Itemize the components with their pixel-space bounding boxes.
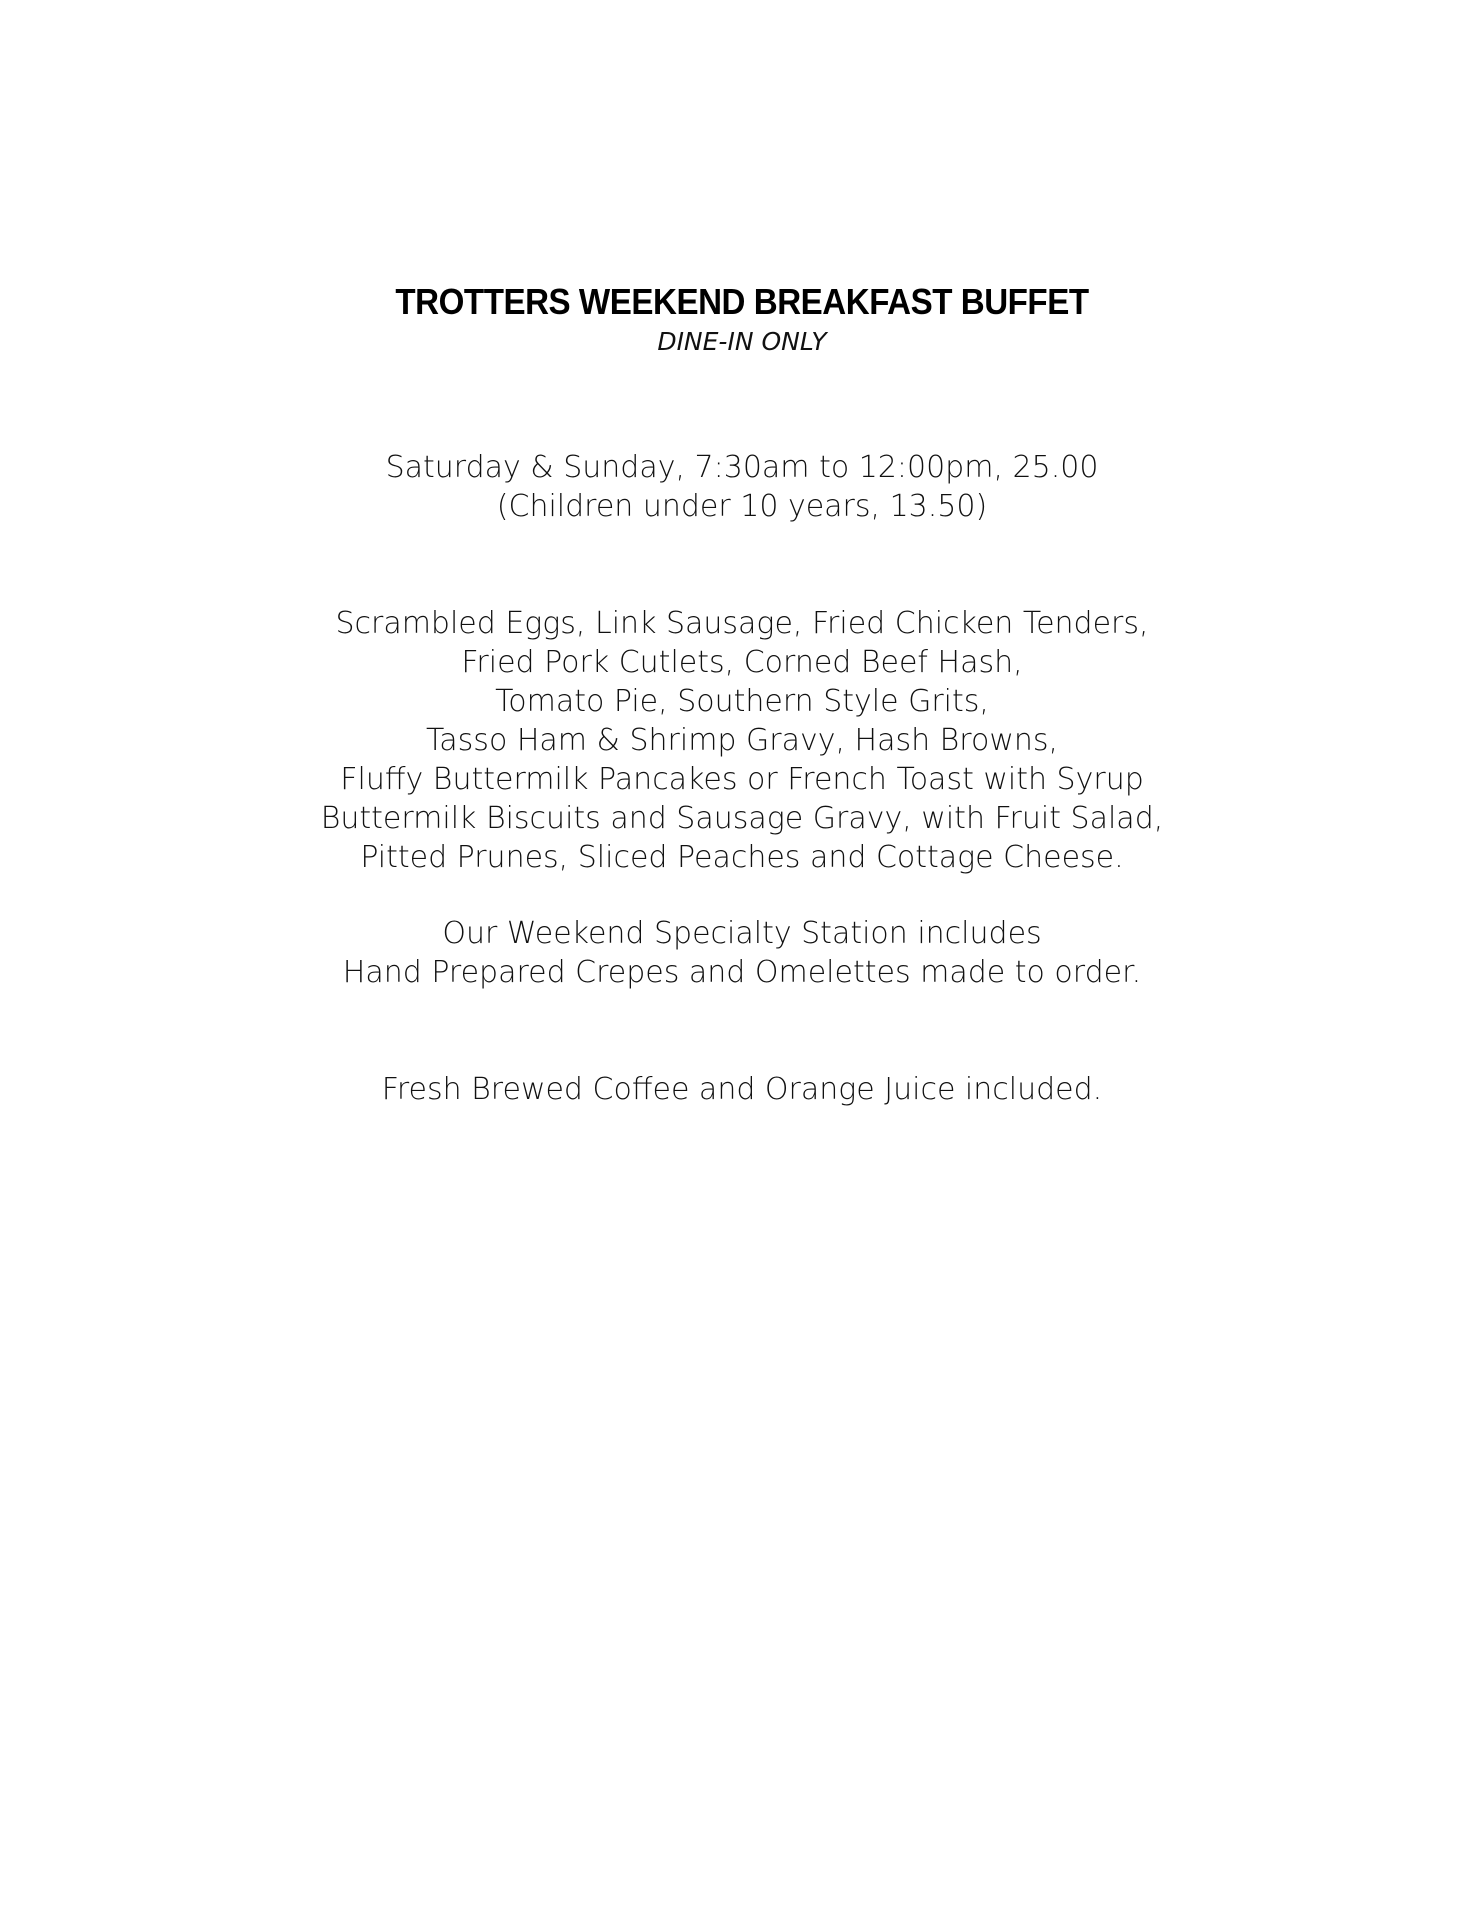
- menu-item-line: Tasso Ham & Shrimp Gravy, Hash Browns,: [425, 723, 1059, 758]
- drinks-section: [0, 1070, 1484, 1109]
- schedule-children-line: (Children under 10 years, 13.50): [496, 489, 988, 524]
- specialty-line: Our Weekend Specialty Station includes: [442, 916, 1042, 951]
- schedule-hours-line: Saturday & Sunday, 7:30am to 12:00pm, 25.00: [385, 450, 1099, 485]
- schedule-section: [0, 448, 1484, 526]
- menu-item-line: Buttermilk Biscuits and Sausage Gravy, with Fruit Salad,: [320, 801, 1164, 836]
- page-subtitle: DINE-IN ONLY: [657, 327, 827, 356]
- menu-item-line: Pitted Prunes, Sliced Peaches and Cottage Cheese.: [360, 840, 1124, 875]
- specialty-section: [0, 914, 1484, 992]
- drinks-line: Fresh Brewed Coffee and Orange Juice included.: [381, 1072, 1103, 1107]
- menu-item-line: Fluffy Buttermilk Pancakes or French Toast with Syrup: [340, 762, 1144, 797]
- page-title: TROTTERS WEEKEND BREAKFAST BUFFET: [395, 281, 1089, 322]
- menu-item-line: Scrambled Eggs, Link Sausage, Fried Chicken Tenders,: [335, 606, 1149, 641]
- menu-item-line: Tomato Pie, Southern Style Grits,: [495, 684, 989, 719]
- specialty-line: Hand Prepared Crepes and Omelettes made to order.: [342, 955, 1142, 990]
- menu-items-section: [0, 604, 1484, 877]
- menu-item-line: Fried Pork Cutlets, Corned Beef Hash,: [461, 645, 1023, 680]
